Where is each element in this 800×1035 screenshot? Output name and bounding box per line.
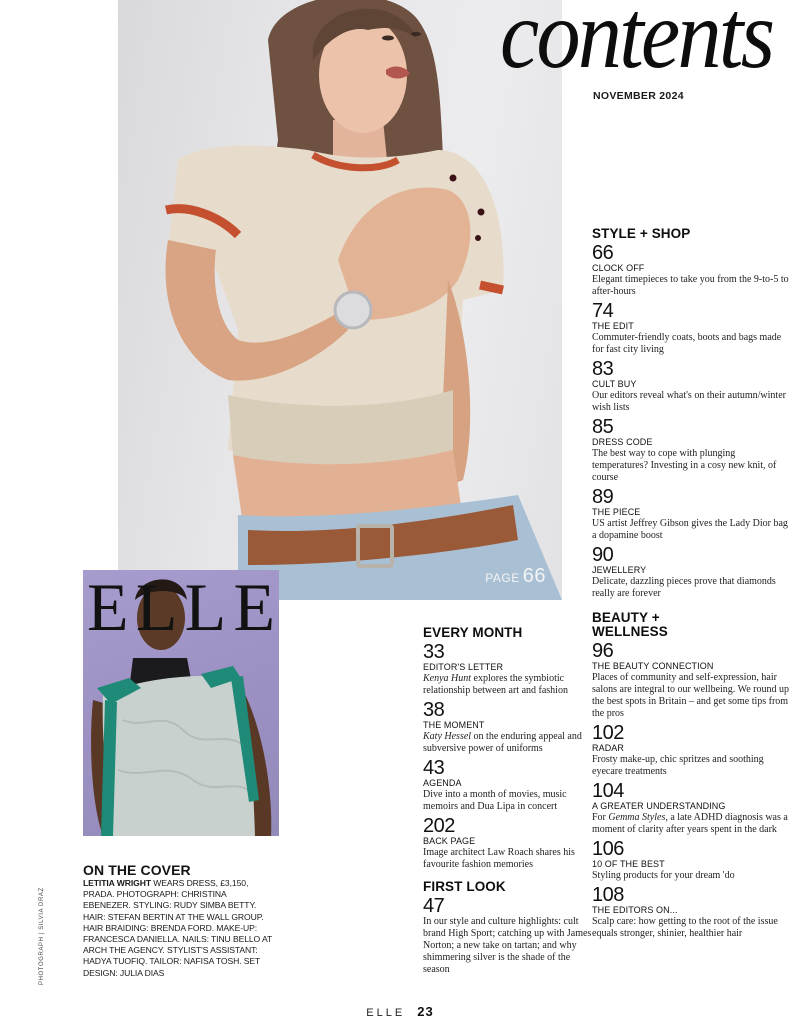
page-number: 66	[592, 242, 614, 264]
entry-description: The best way to cope with plunging temperatures? Investing in a cosy new knit, of course	[592, 448, 777, 483]
toc-right-column	[592, 227, 792, 943]
page-number: 202	[423, 815, 455, 837]
toc-entry[interactable]	[592, 641, 792, 720]
masthead-letter: L	[135, 570, 178, 645]
toc-entry[interactable]	[592, 723, 792, 778]
entry-title: THE BEAUTY CONNECTION	[592, 661, 714, 671]
on-the-cover-heading: ON THE COVER	[83, 862, 191, 878]
toc-entry[interactable]	[423, 758, 593, 813]
page-number: 43	[423, 757, 445, 779]
page-number: 104	[592, 780, 624, 802]
entry-title: THE EDIT	[592, 321, 634, 331]
entry-description: Delicate, dazzling pieces prove that diamonds really are forever	[592, 576, 776, 599]
page-reference	[485, 565, 546, 588]
toc-entry[interactable]	[423, 642, 593, 697]
page-folio	[0, 1004, 800, 1019]
entry-title: A GREATER UNDERSTANDING	[592, 801, 726, 811]
toc-entry[interactable]	[592, 487, 792, 542]
page-number: 96	[592, 640, 614, 662]
page-number: 33	[423, 641, 445, 663]
entry-description: Styling products for your dream 'do	[592, 870, 735, 881]
page-ref-number: 66	[522, 565, 546, 587]
masthead-letter: L	[184, 570, 227, 645]
page-number: 74	[592, 300, 614, 322]
toc-entry[interactable]	[592, 839, 792, 882]
cover-star-name: LETITIA WRIGHT	[83, 878, 151, 888]
toc-entry[interactable]	[423, 816, 593, 871]
entry-title: THE EDITORS ON...	[592, 905, 678, 915]
entry-title: EDITOR'S LETTER	[423, 662, 504, 672]
cover-masthead	[87, 570, 275, 645]
entry-description: Scalp care: how getting to the root of the issue equals stronger, shinier, healthier hair	[592, 916, 778, 939]
section-heading-first-look: FIRST LOOK	[423, 879, 506, 894]
page-title: contents	[500, 0, 773, 89]
entry-description	[423, 673, 593, 697]
entry-description: Commuter-friendly coats, boots and bags made for fast city living	[592, 332, 782, 355]
page-number: 38	[423, 699, 445, 721]
entry-title: RADAR	[592, 743, 625, 753]
section-heading-every-month: EVERY MONTH	[423, 625, 523, 640]
section-heading-beauty-wellness	[592, 611, 792, 639]
entry-description	[592, 812, 792, 836]
page-number: 47	[423, 895, 445, 917]
page-number: 90	[592, 544, 614, 566]
entry-description: Frosty make-up, chic spritzes and soothing eyecare treatments	[592, 754, 764, 777]
entry-title: CULT BUY	[592, 379, 637, 389]
page-number: 85	[592, 416, 614, 438]
page-ref-label: PAGE	[485, 571, 520, 585]
toc-entry[interactable]	[592, 545, 792, 600]
page-number: 89	[592, 486, 614, 508]
toc-entry[interactable]	[592, 301, 792, 356]
entry-description: Image architect Law Roach shares his favourite fashion memories	[423, 847, 575, 870]
desc-rest: explores the symbiotic relationship between art and fashion	[423, 673, 568, 696]
page-number: 83	[592, 358, 614, 380]
toc-middle-column	[423, 626, 593, 979]
toc-entry[interactable]	[423, 896, 593, 976]
page-number: 108	[592, 884, 624, 906]
toc-entry[interactable]	[592, 781, 792, 836]
desc-rest: on the enduring appeal and subversive power of uniforms	[423, 731, 582, 754]
entry-title: 10 OF THE BEST	[592, 859, 665, 869]
entry-description	[423, 731, 593, 755]
page-number: 106	[592, 838, 624, 860]
photo-credit: PHOTOGRAPH | SILVIA DRAZ	[39, 887, 45, 985]
section-heading-style-shop: STYLE + SHOP	[592, 226, 691, 241]
entry-title: BACK PAGE	[423, 836, 476, 846]
entry-title: THE PIECE	[592, 507, 641, 517]
contributor-name: Katy Hessel	[423, 731, 472, 742]
desc-rest: , a late ADHD diagnosis was a moment of clarity after years spent in the dark	[592, 812, 788, 835]
toc-entry[interactable]	[592, 885, 792, 940]
entry-title: JEWELLERY	[592, 565, 647, 575]
entry-description: US artist Jeffrey Gibson gives the Lady Dior bag a dopamine boost	[592, 518, 788, 541]
entry-title: AGENDA	[423, 778, 462, 788]
desc-prefix: For	[592, 812, 609, 823]
page-number: 102	[592, 722, 624, 744]
toc-entry[interactable]	[592, 417, 792, 484]
toc-entry[interactable]	[423, 700, 593, 755]
on-the-cover-credits	[83, 878, 273, 979]
credits-text: WEARS DRESS, £3,150, PRADA. PHOTOGRAPH: CHRISTINA EBENEZER. STYLING: RUDY SIMBA BETTY. HAIR: STEFAN BERTIN AT THE WALL GROUP. HAIR BRAIDING: BRENDA FORD. MAKE-UP: FRANCESCA DANIELLA. NAILS: TINU BELLO AT ARCH THE AGENCY. STYLIST'S ASSISTANT: HADYA TUOFIQ. TAILOR: NAFISA TOSH. SET DESIGN: JULIA DIAS	[83, 878, 272, 978]
cover-thumbnail[interactable]	[83, 570, 279, 836]
on-the-cover-block	[83, 863, 273, 979]
entry-title: DRESS CODE	[592, 437, 653, 447]
toc-entry[interactable]	[592, 359, 792, 414]
entry-description: Dive into a month of movies, music memoirs and Dua Lipa in concert	[423, 789, 567, 812]
entry-title: CLOCK OFF	[592, 263, 645, 273]
entry-title: THE MOMENT	[423, 720, 485, 730]
contributor-name: Gemma Styles	[608, 812, 666, 823]
masthead-letter: E	[233, 570, 275, 645]
feature-photo	[118, 0, 562, 600]
masthead-letter: E	[87, 570, 129, 645]
entry-description: In our style and culture highlights: cult brand High Sport; catching up with James Norton; a new take on tartan; and why shimmering silver is the shade of the season	[423, 916, 592, 975]
contributor-name: Kenya Hunt	[423, 673, 472, 684]
toc-entry[interactable]	[592, 243, 792, 298]
entry-description: Our editors reveal what's on their autumn/winter wish lists	[592, 390, 786, 413]
heading-line: WELLNESS	[592, 624, 668, 639]
folio-page-number: 23	[417, 1004, 434, 1019]
entry-description: Elegant timepieces to take you from the 9-to-5 to after-hours	[592, 274, 789, 297]
entry-description: Places of community and self-expression, hair salons are integral to our wellbeing. We round up the best spots in Britain – and get some tips from the pros	[592, 672, 790, 719]
heading-line: BEAUTY +	[592, 610, 660, 625]
model-illustration	[118, 0, 562, 600]
issue-date: NOVEMBER 2024	[593, 90, 684, 102]
folio-brand: ELLE	[366, 1007, 406, 1019]
